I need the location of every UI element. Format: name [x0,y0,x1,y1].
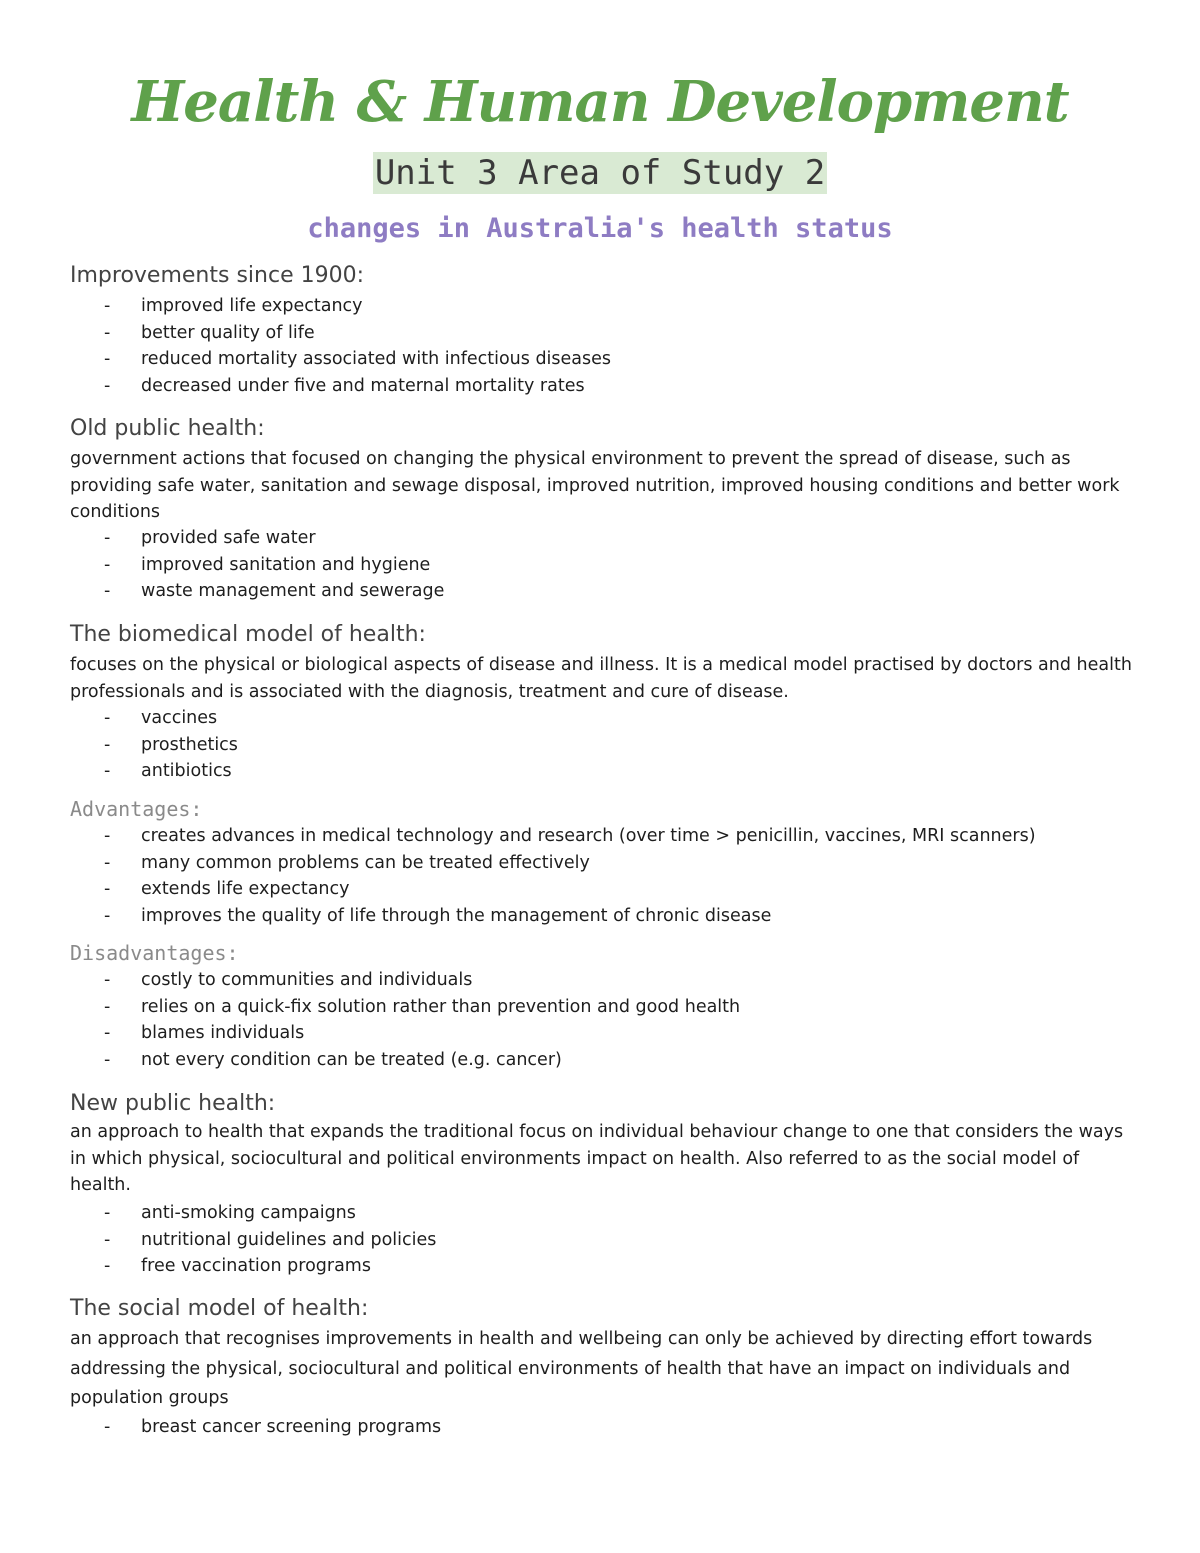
new-public-health-heading: New public health: [70,1091,276,1116]
bullet-dash: - [104,375,111,396]
subtitle-container [0,152,1200,194]
bullet-dash: - [104,322,111,343]
bullet-dash: - [104,826,111,846]
biomedical-definition: focuses on the physical or biological aspects of disease and illness. It is a medical model practised by doctors and health professionals and is associated with the diagnosis, treatment and cure of disease. [70,655,1132,702]
bullet-dash: - [104,734,111,755]
bullet-dash: - [104,554,111,575]
document-subtitle: Unit 3 Area of Study 2 [374,153,826,193]
bullet-dash: - [104,970,111,990]
new-public-health-definition: an approach to health that expands the traditional focus on individual behaviour change to one that considers the ways in which physical, sociocultural and political environments impact on health. Also referred to as the social model of health. [70,1122,1124,1195]
bullet-dash: - [104,1256,111,1276]
bullet-dash: - [104,708,111,728]
social-model-definition: an approach that recognises improvements in health and wellbeing can only be achieved by directing effort towards addressing the physical, sociocultural and political environments of health that have an impact on individuals and population groups [70,1329,1093,1408]
improvements-heading: Improvements since 1900: [70,263,364,288]
topic-heading: changes in Australia's health status [307,213,893,244]
disadvantages-heading: Disadvantages: [70,941,239,965]
bullet-dash: - [104,1203,111,1223]
bullet-dash: - [104,996,111,1017]
document-title: Health & Human Development [131,69,1069,135]
bullet-dash: - [104,296,111,316]
bullet-dash: - [104,1229,111,1250]
advantages-heading: Advantages: [70,797,203,821]
bullet-dash: - [104,1023,111,1043]
old-public-health-definition: government actions that focused on changing the physical environment to prevent the spread of disease, such as providing safe water, sanitation and sewage disposal, improved nutrition, improved housing conditions and better work conditions [70,449,1120,522]
document-page: Health & Human Development Unit 3 Area of Study 2 changes in Australia's health status Improvements since 1900: - improved life expectancy - better quality of life - reduced mortality associated with infectious diseases - decreased under five and maternal mortality rates Old public health: government actions that focused on changing the physical environment to prevent the spread of disease, such as providing safe water, sanitation and sewage disposal, improved nutrition, improved housing conditions and better work conditions - provided safe water - improved sanitation and hygiene - waste management and sewerage The biomedical model of health: focuses on the physical or biological aspects of disease and illness. It is a medical model practised by doctors and health professionals and is associated with the diagnosis, treatment and cure of disease. - vaccines - prosthetics - antibiotics Advantages: - creates advances in medical technology and research (over time > penicillin, vaccines, MRI scanners) - many common problems can be treated effectively - extends life expectancy - improves the quality of life through the management of chronic disease Disadvantages: - costly to communities and individuals - relies on a quick-fix solution rather than prevention and good health - blames individuals - not every condition can be treated (e.g. cancer) New public health: an approach to health that expands the traditional focus on individual behaviour change to one that considers the ways in which physical, sociocultural and political environments impact on health. Also referred to as the social model of health. - anti-smoking campaigns - nutritional guidelines and policies - free vaccination programs The social model of health: an approach that recognises improvements in health and wellbeing can only be achieved by directing effort towards addressing the physical, sociocultural and political environments of health that have an impact on individuals and population groups - breast cancer screening programs [0,0,1200,1553]
bullet-dash: - [104,879,111,899]
biomedical-heading: The biomedical model of health: [70,622,426,647]
bullet-dash: - [104,905,111,926]
bullet-dash: - [104,1049,111,1070]
bullet-dash: - [104,761,111,781]
bullet-dash: - [104,528,111,548]
bullet-dash: - [104,1417,111,1437]
bullet-dash: - [104,581,111,601]
social-model-heading: The social model of health: [70,1296,369,1321]
bullet-dash: - [104,852,111,873]
old-public-health-heading: Old public health: [70,416,265,441]
bullet-dash: - [104,349,111,369]
